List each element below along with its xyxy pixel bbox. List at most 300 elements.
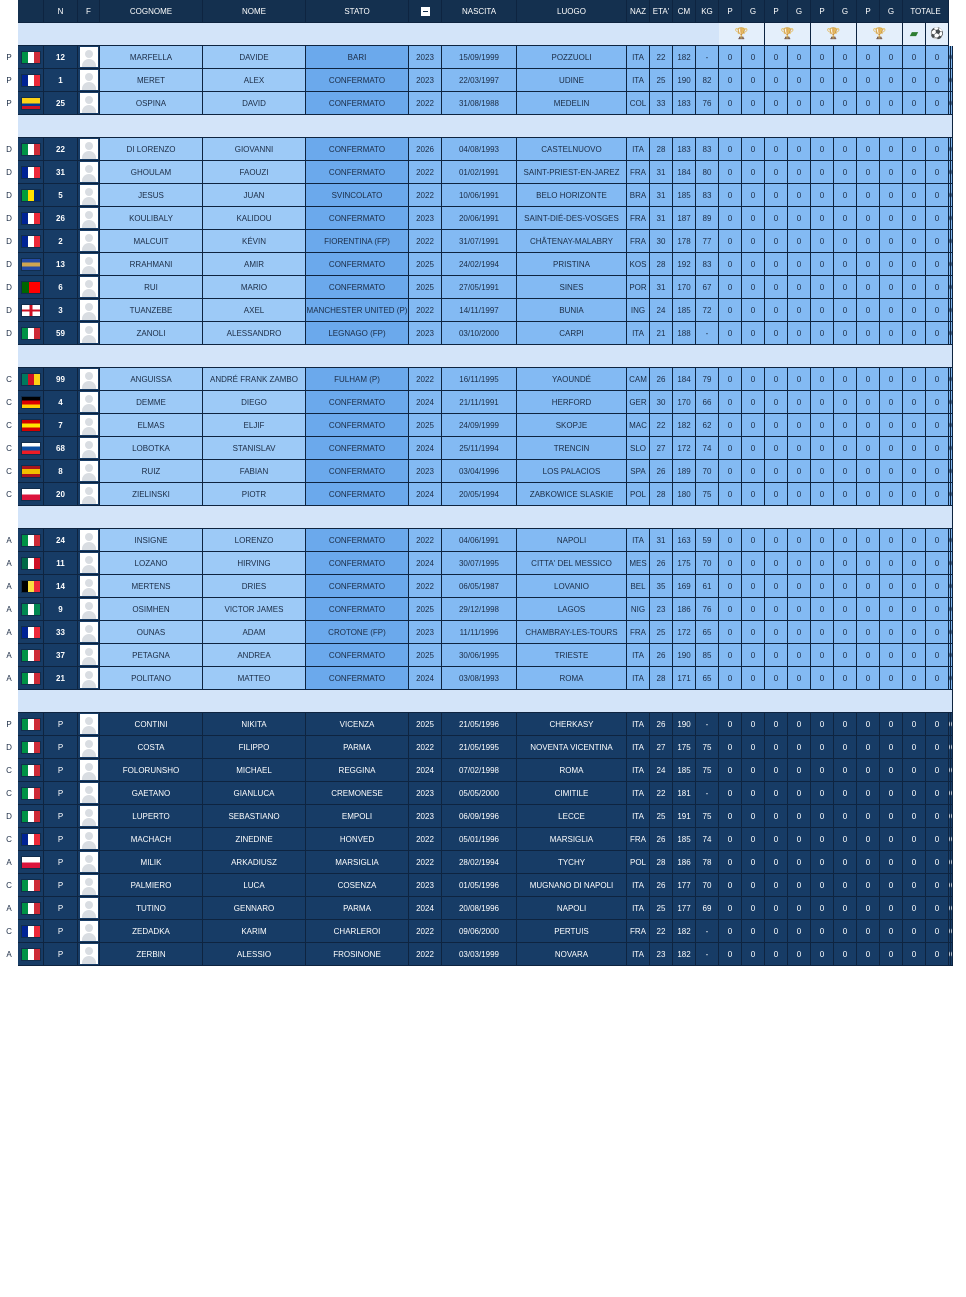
status-cell: FIORENTINA (FP): [306, 230, 409, 253]
birthplace-cell: CHAMBRAY-LES-TOURS: [517, 621, 627, 644]
weight-header[interactable]: KG: [696, 0, 719, 23]
stat-cell: 0: [926, 644, 949, 667]
name-cell: PIOTR: [203, 483, 306, 506]
birthplace-cell: MUGNANO DI NAPOLI: [517, 874, 627, 897]
stat-cell: 0: [788, 667, 811, 690]
avatar-placeholder-icon: [80, 93, 98, 113]
loan-player-row[interactable]: [0, 851, 953, 874]
separator-cell: [18, 115, 953, 138]
status-header[interactable]: STATO: [306, 0, 409, 23]
stat-cell: 0: [926, 184, 949, 207]
role-cell: C: [0, 437, 18, 460]
role-cell: D: [0, 138, 18, 161]
photo-cell: [78, 943, 100, 966]
surname-cell: INSIGNE: [100, 529, 203, 552]
height-cell: 189: [673, 460, 696, 483]
nationality-cell: FRA: [627, 207, 650, 230]
name-cell: KARIM: [203, 920, 306, 943]
player-row[interactable]: [0, 69, 953, 92]
height-cell: 180: [673, 483, 696, 506]
serie-a-goals-header[interactable]: G: [742, 0, 765, 23]
number-cell: 26: [44, 207, 78, 230]
stat-cell: 0: [857, 713, 880, 736]
stat-cell: 0: [742, 736, 765, 759]
player-row[interactable]: [0, 276, 953, 299]
avatar-placeholder-icon: [80, 47, 98, 67]
nationality-cell: MAC: [627, 414, 650, 437]
stat-cell: 0: [857, 943, 880, 966]
total-header[interactable]: TOTALE: [903, 0, 949, 23]
player-row[interactable]: [0, 437, 953, 460]
contract-year-cell: 2024: [409, 897, 442, 920]
number-cell: 68: [44, 437, 78, 460]
stat-cell: 0: [742, 46, 765, 69]
stat-cell: 0: [788, 391, 811, 414]
photo-cell: [78, 552, 100, 575]
status-cell: HONVED: [306, 828, 409, 851]
player-row[interactable]: [0, 322, 953, 345]
weight-cell: 70: [696, 552, 719, 575]
height-cell: 185: [673, 184, 696, 207]
height-cell: 177: [673, 897, 696, 920]
photo-cell: [78, 851, 100, 874]
contract-year-cell: 2026: [409, 138, 442, 161]
stat-cell: 0: [742, 943, 765, 966]
stat-cell: 0: [903, 851, 926, 874]
surname-cell: ZEDADKA: [100, 920, 203, 943]
loan-player-row[interactable]: [0, 874, 953, 897]
nationality-header[interactable]: NAZ: [627, 0, 650, 23]
flag-cell: [18, 414, 44, 437]
stat-cell: 0: [788, 529, 811, 552]
stat-cell: 0: [811, 391, 834, 414]
avatar-placeholder-icon: [80, 668, 98, 688]
surname-cell: PALMIERO: [100, 874, 203, 897]
name-cell: SEBASTIANO: [203, 805, 306, 828]
stat-cell: 0: [834, 529, 857, 552]
surname-header[interactable]: COGNOME: [100, 0, 203, 23]
stat-cell: 0: [834, 483, 857, 506]
stat-cell: [951, 805, 953, 828]
number-header[interactable]: N: [44, 0, 78, 23]
number-cell: 99: [44, 368, 78, 391]
role-cell: D: [0, 805, 18, 828]
role-cell: A: [0, 943, 18, 966]
height-cell: 191: [673, 805, 696, 828]
stat-cell: 0: [926, 828, 949, 851]
role-cell: A: [0, 621, 18, 644]
stat-cell: 0: [788, 805, 811, 828]
age-cell: 22: [650, 782, 673, 805]
surname-cell: GHOULAM: [100, 161, 203, 184]
age-cell: 31: [650, 276, 673, 299]
stat-cell: 0: [857, 598, 880, 621]
photo-cell: [78, 460, 100, 483]
role-cell: [0, 506, 18, 529]
flag-icon-ita: [22, 535, 40, 546]
surname-cell: POLITANO: [100, 667, 203, 690]
avatar-placeholder-icon: [80, 415, 98, 435]
loan-player-row[interactable]: [0, 782, 953, 805]
contract-year-cell: 2022: [409, 368, 442, 391]
stat-cell: 0: [719, 529, 742, 552]
flag-cell: [18, 276, 44, 299]
role-cell: A: [0, 851, 18, 874]
photo-cell: [78, 759, 100, 782]
player-row[interactable]: [0, 483, 953, 506]
stat-cell: [951, 46, 953, 69]
height-cell: 177: [673, 874, 696, 897]
stat-cell: 0: [926, 322, 949, 345]
player-row[interactable]: [0, 230, 953, 253]
number-cell: 31: [44, 161, 78, 184]
europa-presences-header[interactable]: P: [857, 0, 880, 23]
name-cell: GENNARO: [203, 897, 306, 920]
age-cell: 27: [650, 736, 673, 759]
stat-cell: 0: [765, 644, 788, 667]
stat-cell: 0: [742, 667, 765, 690]
stat-cell: 0: [788, 92, 811, 115]
roster-body: [0, 23, 953, 966]
loan-player-row[interactable]: [0, 828, 953, 851]
birthdate-cell: 20/08/1996: [442, 897, 517, 920]
height-cell: 185: [673, 759, 696, 782]
number-cell: 8: [44, 460, 78, 483]
nationality-cell: ITA: [627, 322, 650, 345]
stat-cell: 0: [788, 874, 811, 897]
photo-cell: [78, 621, 100, 644]
birthplace-header[interactable]: LUOGO: [517, 0, 627, 23]
stat-cell: 0: [880, 759, 903, 782]
player-row[interactable]: [0, 414, 953, 437]
birthdate-cell: 09/06/2000: [442, 920, 517, 943]
coppa-italia-presences-header[interactable]: P: [765, 0, 788, 23]
stat-cell: 0: [742, 552, 765, 575]
stat-cell: 0: [765, 207, 788, 230]
coppa-italia-goals-header[interactable]: G: [788, 0, 811, 23]
player-row[interactable]: [0, 299, 953, 322]
flag-cell: [18, 897, 44, 920]
player-row[interactable]: [0, 138, 953, 161]
stat-cell: 0: [834, 782, 857, 805]
role-cell: C: [0, 920, 18, 943]
avatar-placeholder-icon: [80, 829, 98, 849]
ball-icon: ⚽: [930, 27, 944, 40]
stat-cell: 0: [834, 644, 857, 667]
stat-cell: 0: [719, 46, 742, 69]
separator-cell: [18, 345, 953, 368]
stat-cell: 0: [765, 759, 788, 782]
stat-cell: 0: [811, 851, 834, 874]
stat-cell: 0: [788, 759, 811, 782]
photo-header[interactable]: F: [78, 0, 100, 23]
player-row[interactable]: [0, 667, 953, 690]
role-cell: A: [0, 667, 18, 690]
contract-year-cell: 2022: [409, 529, 442, 552]
stat-cell: 0: [719, 161, 742, 184]
stat-cell: 0: [903, 414, 926, 437]
player-row[interactable]: [0, 621, 953, 644]
status-cell: COSENZA: [306, 874, 409, 897]
photo-cell: [78, 230, 100, 253]
height-cell: 170: [673, 276, 696, 299]
player-row[interactable]: [0, 46, 953, 69]
birthdate-cell: 04/08/1993: [442, 138, 517, 161]
stat-cell: 0: [742, 598, 765, 621]
flag-icon-slo: [22, 443, 40, 454]
stat-cell: 0: [834, 161, 857, 184]
loan-player-row[interactable]: [0, 805, 953, 828]
stat-cell: 0: [719, 276, 742, 299]
stat-cell: 0: [788, 828, 811, 851]
name-cell: MICHAEL: [203, 759, 306, 782]
stat-cell: 0: [903, 667, 926, 690]
competition-icon-cell[interactable]: [811, 23, 857, 46]
stat-cell: 0: [811, 460, 834, 483]
stat-cell: 0: [765, 782, 788, 805]
age-header[interactable]: ETA': [650, 0, 673, 23]
height-cell: 175: [673, 552, 696, 575]
avatar-placeholder-icon: [80, 576, 98, 596]
weight-cell: -: [696, 943, 719, 966]
stat-cell: 0: [903, 138, 926, 161]
contract-year-header[interactable]: [409, 0, 442, 23]
champions-presences-header[interactable]: P: [811, 0, 834, 23]
stat-cell: 0: [788, 437, 811, 460]
weight-cell: 80: [696, 161, 719, 184]
stat-cell: 0: [857, 69, 880, 92]
stat-cell: 0: [834, 253, 857, 276]
stat-cell: 0: [834, 207, 857, 230]
age-cell: 24: [650, 759, 673, 782]
flag-cell: [18, 552, 44, 575]
stat-cell: [951, 897, 953, 920]
status-cell: PARMA: [306, 736, 409, 759]
avatar-placeholder-icon: [80, 231, 98, 251]
contract-year-cell: 2024: [409, 759, 442, 782]
stat-cell: 0: [903, 897, 926, 920]
loan-player-row[interactable]: [0, 713, 953, 736]
birthdate-cell: 03/04/1996: [442, 460, 517, 483]
player-row[interactable]: [0, 644, 953, 667]
stat-cell: 0: [926, 759, 949, 782]
flag-icon-ita: [22, 765, 40, 776]
loan-player-row[interactable]: [0, 736, 953, 759]
player-row[interactable]: [0, 207, 953, 230]
player-row[interactable]: [0, 184, 953, 207]
stat-cell: 0: [742, 782, 765, 805]
stat-cell: 0: [857, 414, 880, 437]
flag-icon-spa: [22, 466, 40, 477]
flag-icon-ita: [22, 328, 40, 339]
name-cell: HIRVING: [203, 552, 306, 575]
weight-cell: 76: [696, 598, 719, 621]
weight-cell: -: [696, 46, 719, 69]
stat-cell: 0: [857, 621, 880, 644]
avatar-placeholder-icon: [80, 139, 98, 159]
competition-icon-cell[interactable]: [719, 23, 765, 46]
flag-cell: [18, 69, 44, 92]
role-cell: D: [0, 230, 18, 253]
flag-cell: [18, 460, 44, 483]
serie-a-presences-header[interactable]: P: [719, 0, 742, 23]
player-row[interactable]: [0, 368, 953, 391]
stat-cell: 0: [811, 552, 834, 575]
stat-cell: 0: [811, 92, 834, 115]
photo-cell: [78, 69, 100, 92]
flag-icon-cam: [22, 374, 40, 385]
birthdate-cell: 11/11/1996: [442, 621, 517, 644]
stat-cell: 0: [857, 667, 880, 690]
contract-year-cell: 2024: [409, 437, 442, 460]
stat-cell: 0: [926, 92, 949, 115]
player-row[interactable]: [0, 161, 953, 184]
surname-cell: GAETANO: [100, 782, 203, 805]
player-row[interactable]: [0, 575, 953, 598]
photo-cell: [78, 46, 100, 69]
nationality-cell: FRA: [627, 828, 650, 851]
role-cell: C: [0, 368, 18, 391]
flag-cell: [18, 621, 44, 644]
age-cell: 28: [650, 667, 673, 690]
birthplace-cell: CIMITILE: [517, 782, 627, 805]
flag-cell: [18, 230, 44, 253]
nationality-cell: NIG: [627, 598, 650, 621]
status-cell: FULHAM (P): [306, 368, 409, 391]
stat-cell: 0: [765, 851, 788, 874]
birthdate-header[interactable]: NASCITA: [442, 0, 517, 23]
contract-year-cell: 2023: [409, 874, 442, 897]
flag-icon-ita: [22, 788, 40, 799]
stat-cell: 0: [742, 713, 765, 736]
contract-year-cell: 2024: [409, 552, 442, 575]
role-cell: D: [0, 184, 18, 207]
age-cell: 25: [650, 805, 673, 828]
player-row[interactable]: [0, 529, 953, 552]
coppa-italia-trophy-icon: 🏆: [780, 27, 795, 40]
stat-cell: 0: [857, 253, 880, 276]
age-cell: 30: [650, 391, 673, 414]
nationality-cell: BRA: [627, 184, 650, 207]
contract-year-cell: 2023: [409, 460, 442, 483]
player-row[interactable]: [0, 598, 953, 621]
name-header[interactable]: NOME: [203, 0, 306, 23]
stat-cell: 0: [857, 184, 880, 207]
status-cell: MARSIGLIA: [306, 851, 409, 874]
flag-cell: [18, 736, 44, 759]
stat-cell: 0: [903, 828, 926, 851]
avatar-placeholder-icon: [80, 760, 98, 780]
nationality-cell: ITA: [627, 667, 650, 690]
weight-cell: 62: [696, 414, 719, 437]
number-cell: 21: [44, 667, 78, 690]
height-cell: 183: [673, 92, 696, 115]
surname-cell: ANGUISSA: [100, 368, 203, 391]
stat-cell: 0: [834, 851, 857, 874]
birthdate-cell: 30/07/1995: [442, 552, 517, 575]
photo-cell: [78, 253, 100, 276]
stat-cell: 0: [880, 207, 903, 230]
role-cell: C: [0, 828, 18, 851]
stat-cell: 0: [834, 667, 857, 690]
player-row[interactable]: [0, 460, 953, 483]
stat-cell: [951, 299, 953, 322]
nationality-cell: ITA: [627, 782, 650, 805]
loan-player-row[interactable]: [0, 920, 953, 943]
stat-cell: 0: [788, 69, 811, 92]
stat-cell: 0: [765, 299, 788, 322]
flag-cell: [18, 161, 44, 184]
name-cell: DIEGO: [203, 391, 306, 414]
europa-goals-header[interactable]: G: [880, 0, 903, 23]
champions-goals-header[interactable]: G: [834, 0, 857, 23]
birthplace-cell: CASTELNUOVO: [517, 138, 627, 161]
player-row[interactable]: [0, 92, 953, 115]
stat-cell: 0: [903, 621, 926, 644]
competition-icon-cell[interactable]: [765, 23, 811, 46]
stat-cell: [951, 943, 953, 966]
age-cell: 31: [650, 161, 673, 184]
flag-icon-ita: [22, 880, 40, 891]
loan-player-row[interactable]: [0, 759, 953, 782]
player-row[interactable]: [0, 552, 953, 575]
player-row[interactable]: [0, 253, 953, 276]
weight-cell: 75: [696, 805, 719, 828]
surname-cell: ZERBIN: [100, 943, 203, 966]
surname-cell: MERET: [100, 69, 203, 92]
stat-cell: 0: [765, 69, 788, 92]
name-cell: FILIPPO: [203, 736, 306, 759]
photo-cell: [78, 805, 100, 828]
competition-icon-cell[interactable]: [857, 23, 903, 46]
height-header[interactable]: CM: [673, 0, 696, 23]
status-cell: CONFERMATO: [306, 575, 409, 598]
age-cell: 26: [650, 368, 673, 391]
name-cell: JUAN: [203, 184, 306, 207]
role-cell: P: [0, 46, 18, 69]
stat-cell: 0: [742, 391, 765, 414]
player-row[interactable]: [0, 391, 953, 414]
stat-cell: 0: [811, 713, 834, 736]
flag-icon-ita: [22, 673, 40, 684]
stat-cell: 0: [811, 276, 834, 299]
role-cell: C: [0, 391, 18, 414]
weight-cell: 76: [696, 92, 719, 115]
birthplace-cell: TRENCIN: [517, 437, 627, 460]
number-cell: P: [44, 897, 78, 920]
stat-cell: [951, 437, 953, 460]
birthplace-cell: LAGOS: [517, 598, 627, 621]
stat-cell: 0: [926, 161, 949, 184]
stat-cell: 0: [834, 437, 857, 460]
status-cell: CONFERMATO: [306, 552, 409, 575]
contract-year-cell: 2023: [409, 46, 442, 69]
contract-year-cell: 2022: [409, 92, 442, 115]
loan-player-row[interactable]: [0, 943, 953, 966]
birthplace-cell: TRIESTE: [517, 644, 627, 667]
stat-cell: [951, 828, 953, 851]
birthdate-cell: 03/10/2000: [442, 322, 517, 345]
age-cell: 28: [650, 138, 673, 161]
stat-cell: 0: [903, 529, 926, 552]
name-cell: DAVIDE: [203, 46, 306, 69]
birthdate-cell: 31/07/1991: [442, 230, 517, 253]
photo-cell: [78, 897, 100, 920]
flag-cell: [18, 575, 44, 598]
loan-player-row[interactable]: [0, 897, 953, 920]
role-cell: A: [0, 644, 18, 667]
stat-cell: 0: [926, 805, 949, 828]
